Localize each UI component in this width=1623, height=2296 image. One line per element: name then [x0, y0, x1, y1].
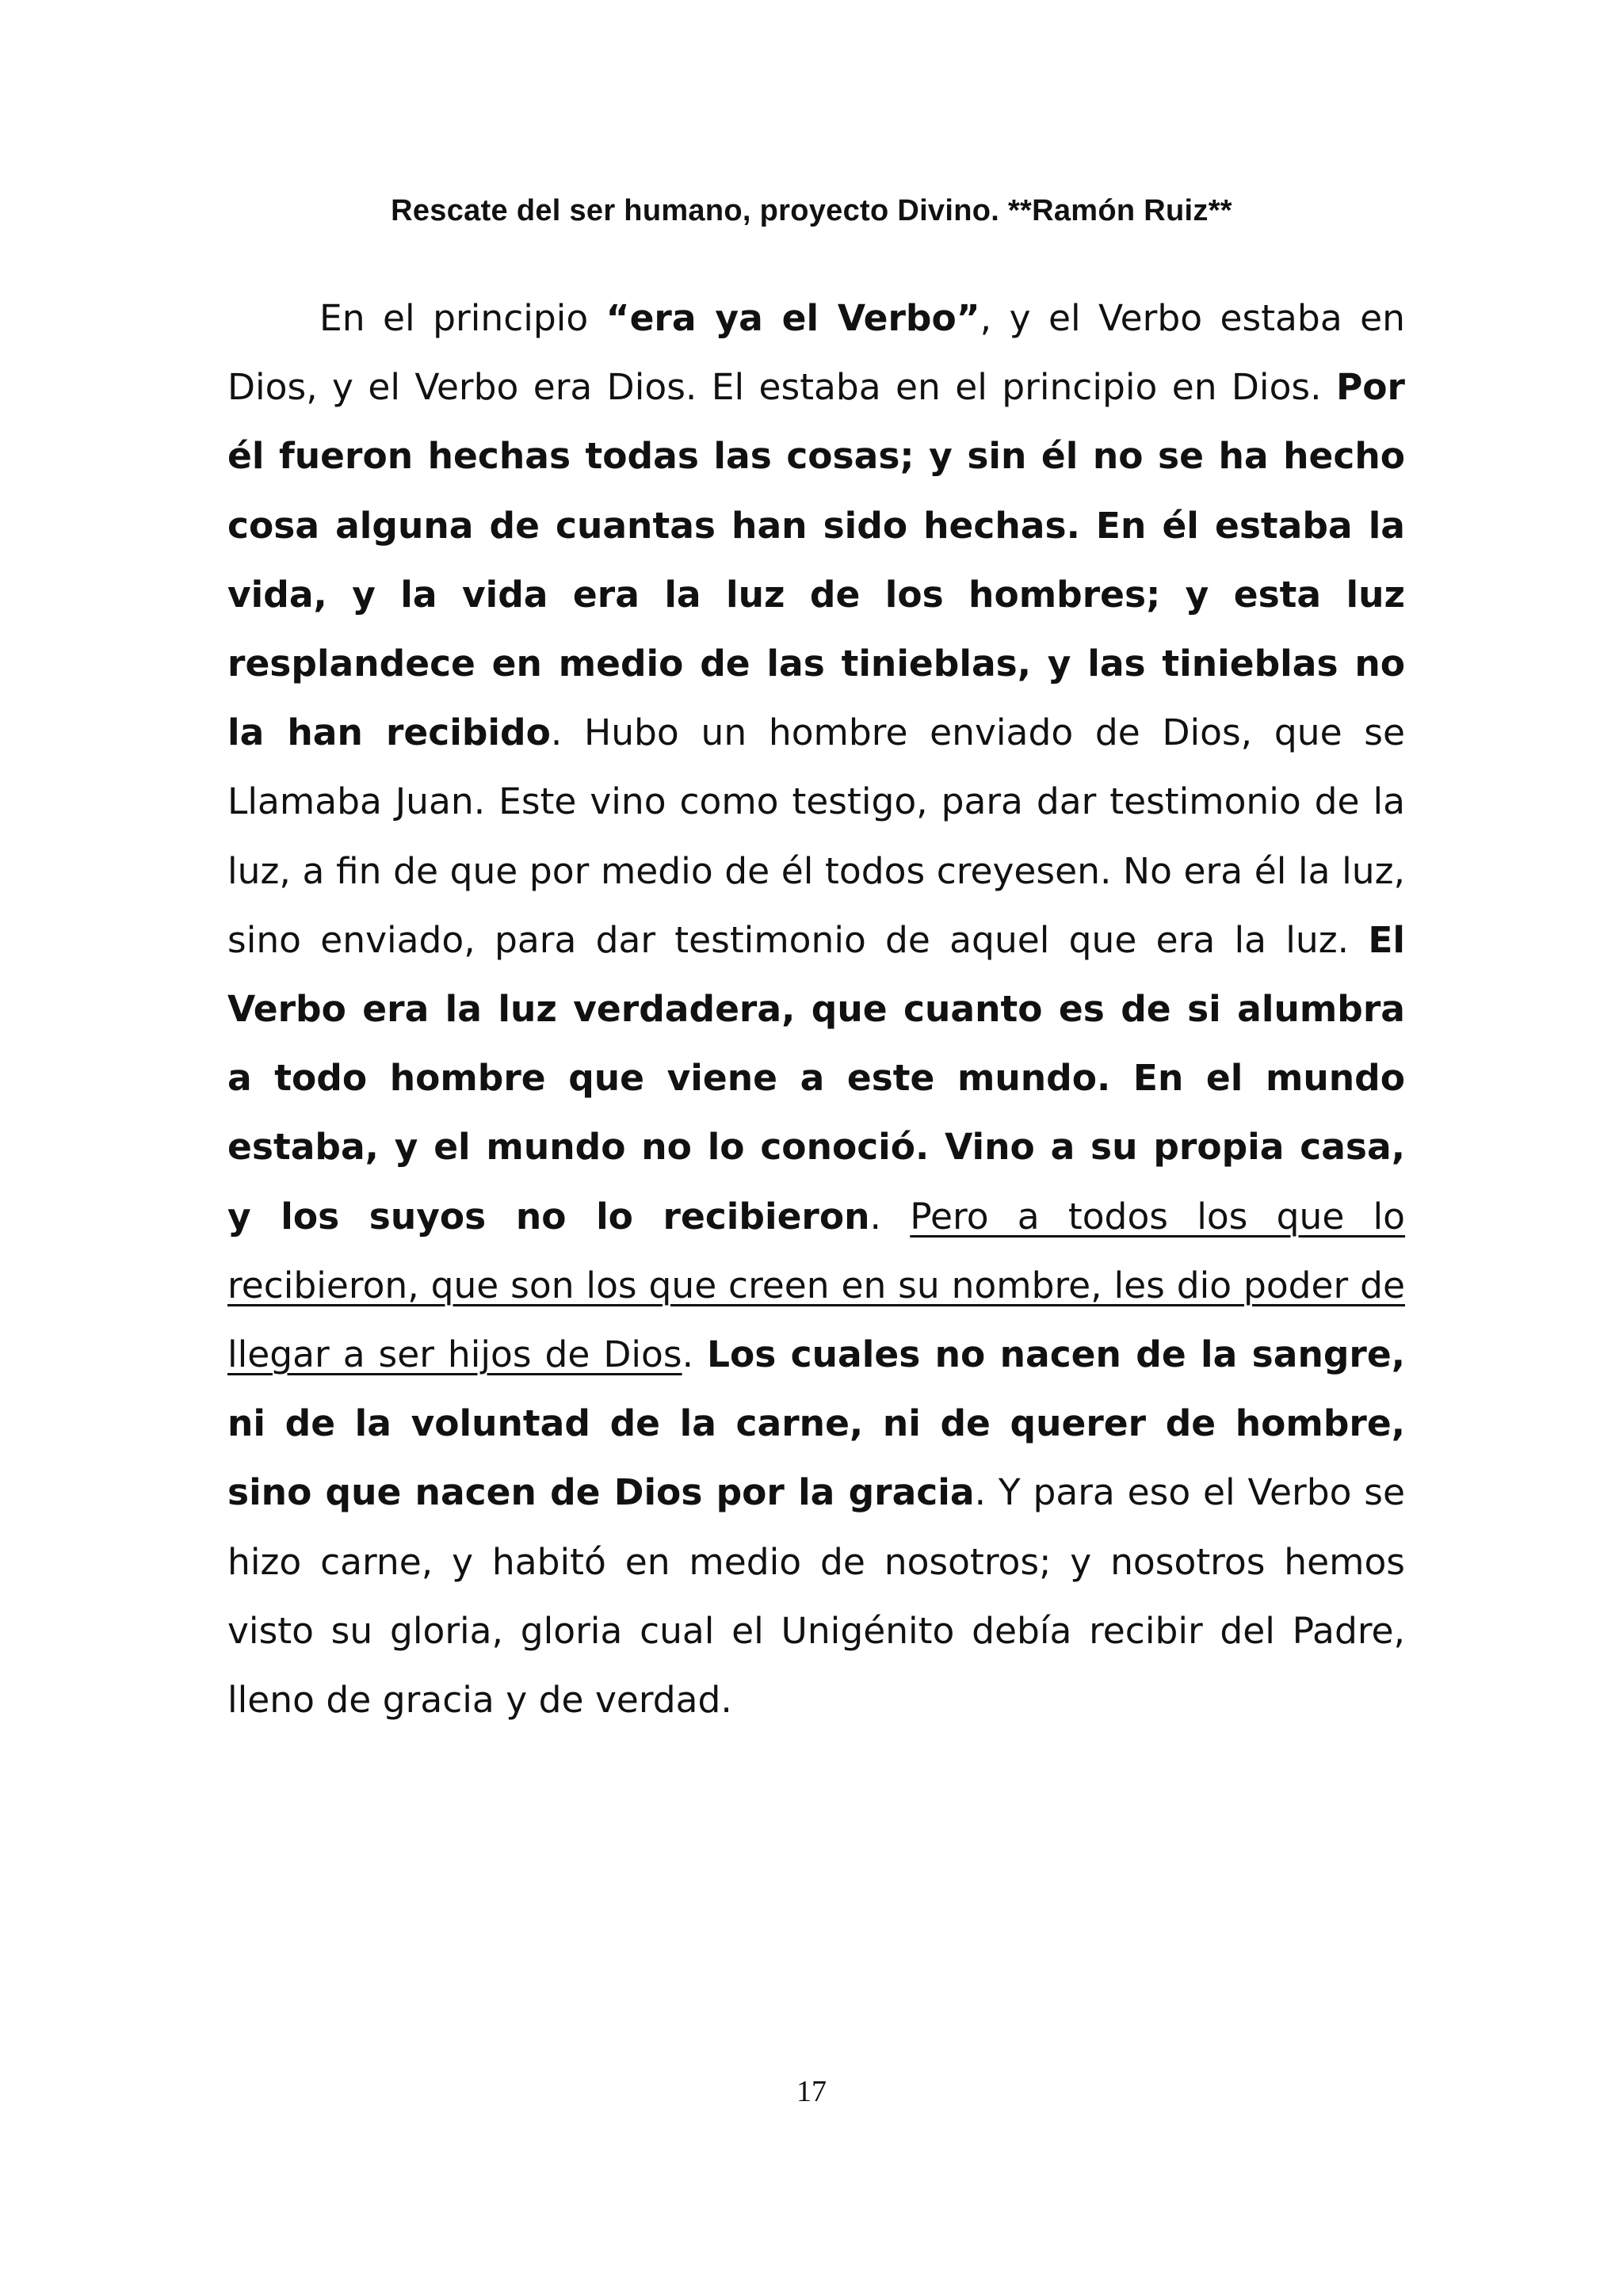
page-header: Rescate del ser humano, proyecto Divino. **Ramón Ruiz**	[391, 194, 1232, 227]
body-paragraph	[227, 284, 1405, 1734]
bold-passage: Los cuales no nacen de la sangre, ni de la voluntad de la carne, ni de querer de hombre, sino que nacen de Dios por la gracia	[227, 1333, 1405, 1514]
text-segment: , y el Verbo estaba en Dios, y el Verbo era Dios. El estaba en el principio en Dios.	[227, 297, 1405, 409]
page-number: 17	[796, 2075, 827, 2108]
bold-passage: El Verbo era la luz verdadera, que cuanto es de si alumbra a todo hombre que viene a este mundo. En el mundo estaba, y el mundo no lo conoció. Vino a su propia casa, y los suyos no lo recibieron	[227, 918, 1405, 1238]
text-segment: . Y para eso el Verbo se hizo carne, y habitó en medio de nosotros; y nosotros hemos visto su gloria, gloria cual el Unigénito debía recibir del Padre, lleno de gracia y de verdad.	[227, 1471, 1405, 1722]
text-segment: .	[869, 1195, 911, 1238]
underlined-passage: Pero a todos los que lo recibieron, que son los que creen en su nombre, les dio poder de llegar a ser hijos de Dios	[227, 1195, 1406, 1376]
text-segment: En el principio	[319, 297, 606, 339]
bold-passage: Por él fueron hechas todas las cosas; y sin él no se ha hecho cosa alguna de cuantas han sido hechas. En él estaba la vida, y la vida era la luz de los hombres; y esta luz resplandece en medio de las tinieblas, y las tinieblas no la han recibido	[227, 366, 1405, 754]
text-segment: .	[682, 1333, 708, 1376]
text-segment: . Hubo un hombre enviado de Dios, que se Llamaba Juan. Este vino como testigo, para dar testimonio de la luz, a fin de que por medio de él todos creyesen. No era él la luz, sino enviado, para dar testimonio de aquel que era la luz.	[227, 711, 1405, 961]
bold-quote: “era ya el Verbo”	[605, 297, 980, 339]
